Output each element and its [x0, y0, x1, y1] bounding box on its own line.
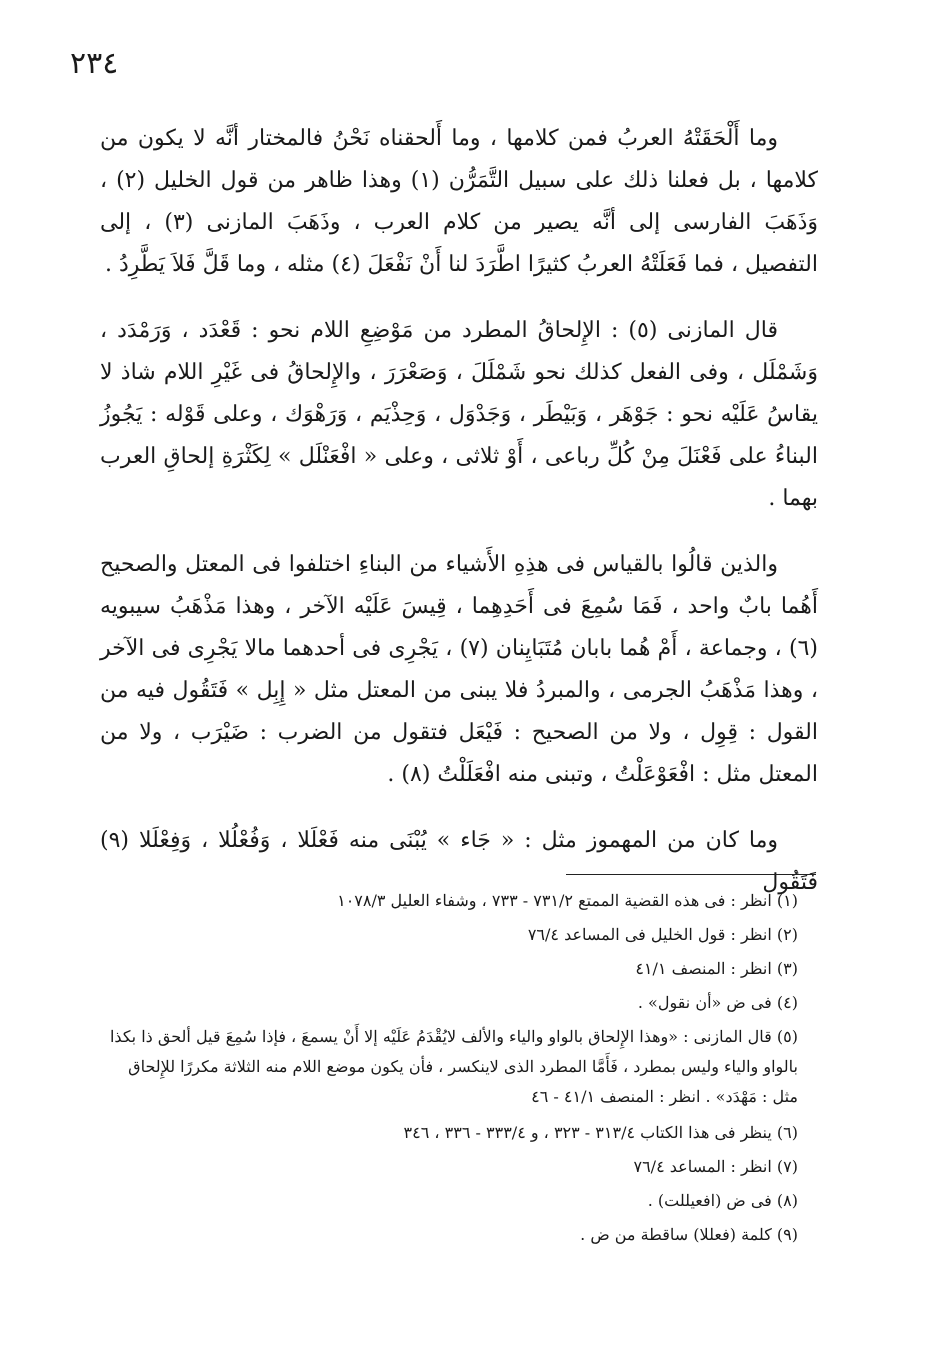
- footnote: (٦) ينظر فى هذا الكتاب ٣١٣/٤ - ٣٢٣ ، و ٣٣٣/٤ - ٣٣٦ ، ٣٤٦: [403, 1123, 798, 1142]
- footnote-divider: [566, 874, 816, 875]
- footnote: (٧) انظر : المساعد ٧٦/٤: [633, 1157, 798, 1176]
- footnote: (٥) قال المازنى : «وهذا الإِلحاق بالواو والياء والألف لايُقْدَمُ عَلَيْه إلا أَنْ يسمعَ ، فإذا سُمِعَ قيل ألحق ذا بكذا بالواو والياء وليس بمطرد ، فَأَمَّا المطرد الذى لاينكسر ، فأن يكون موضع اللام منه الثلاثة مكررًا للإِلحاق مثل : مَهْدَد» . انظر : المنصف ٤١/١ - ٤٦: [109, 1027, 798, 1106]
- paragraph: وما كان من المهموز مثل : « جَاء » يُبْنَى منه فَعْلَلا ، وَفُعْلُلا ، وَفِعْلَلا (٩) فَتَقُول: [100, 828, 818, 895]
- footnote: (١) انظر : فى هذه القضية الممتع ٧٣١/٢ - ٧٣٣ ، وشفاء العليل ١٠٧٨/٣: [337, 891, 798, 910]
- footnote: (٤) فى ض «أن نقول» .: [637, 993, 798, 1012]
- paragraph: والذين قالُوا بالقياس فى هذِهِ الأَشياء من البناءِ اختلفوا فى المعتل والصحيح أَهُما بابٌ واحد ، فَمَا سُمِعَ فى أَحَدِهِما ، قِيسَ عَلَيْه الآخر ، وهذا مَذْهَبُ سيبويه (٦) ، وجماعة ، أَمْ هُما بابان مُتَبَايِنان (٧) ، يَجْرِى فى أحدهما مالا يَجْرِى فى الآخر ، وهذا مَذْهَبُ الجرمى ، والمبردُ فلا يبنى من المعتل مثل « إِبِل » فَتَقُول فيه من القول : قِوِل ، ولا من الصحيح : فَيْعَل فتقول من الضرب : ضَيْرَب ، ولا من المعتل مثل : افْعَوْعَلْتُ ، وتبنى منه افْعَلَلْتُ (٨) .: [100, 552, 818, 787]
- footnote: (٨) فى ض (افعيللت) .: [647, 1191, 798, 1210]
- paragraph: وما أَلْحَقَتْهُ العربُ فمن كلامها ، وما أَلحقناه نَحْنُ فالمختار أنَّه لا يكون من كلامها ، بل فعلنا ذلك على سبيل التَّمَرُّن (١) وهذا ظاهر من قول الخليل (٢) ، وَذَهَبَ الفارسى إلى أنَّه يصير من كلام العرب ، وذَهَبَ المازنى (٣) ، إلى التفصيل ، فما فَعَلَتْهُ العربُ كثيرًا اطَّرَدَ لنا أَنْ نَفْعَلَ (٤) مثله ، وما قَلَّ فَلاَ يَطَّرِدُ .: [100, 126, 818, 277]
- footnote: (٢) انظر : قول الخليل فى المساعد ٧٦/٤: [527, 925, 798, 944]
- page-number: ٢٣٤: [70, 46, 119, 81]
- main-text: [100, 118, 818, 928]
- footnote: (٩) كلمة (فعللا) ساقطة من ض .: [580, 1225, 798, 1244]
- footnote: (٣) انظر : المنصف ٤١/١: [635, 959, 798, 978]
- footnotes: [100, 884, 798, 1252]
- paragraph: قال المازنى (٥) : الإِلحاقُ المطرد من مَوْضِعِ اللام نحو : قَعْدَد ، وَرَمْدَد ، وَشَمْلَل ، وفى الفعل كذلك نحو شَمْلَلَ ، وَصَعْرَرَ ، والإِلحاقُ فى غَيْرِ اللام شاذ لا يقاسُ عَلَيْه نحو : جَوْهَر ، وَبَيْطَر ، وَجَدْوَل ، وَحِذْيَم ، وَرَهْوَك ، وعلى قَوْله : يَجُوزُ البناءُ على فَعْنَلَ مِنْ كُلِّ رباعى ، أَوْ ثلاثى ، وعلى « افْعَنْلَل » لِكَثْرَةِ إلحاقِ العرب بهما .: [100, 318, 818, 511]
